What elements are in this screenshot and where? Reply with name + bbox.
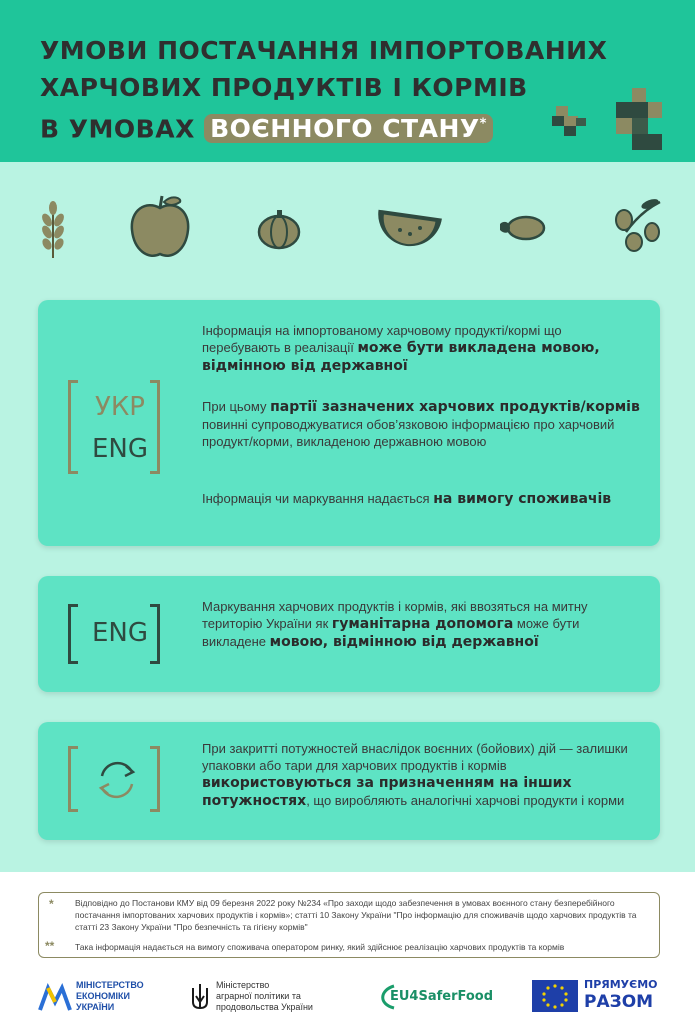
pumpkin-icon [256,206,302,250]
info-card-humanitarian [38,576,660,692]
eggplant-icon [496,212,548,244]
page-title [40,32,640,147]
apple-icon [128,194,192,260]
card1-paragraph-2: При цьому партії зазначених харчових продуктів/кормів повинні супроводжуватися обов’язковою інформацією про харчовий продукт/корми, викладеною державною мовою [202,399,640,449]
logo-eu4saferfood [376,982,496,1014]
bracket-left [68,604,78,664]
title-line-3 [40,106,640,147]
food-icons-row [0,190,695,270]
wheat-icon [38,200,68,258]
camo-pattern-large-icon [616,88,662,150]
footnote-1-mark: * [49,897,54,911]
title-footnote-mark: * [479,117,487,132]
info-card-packaging [38,722,660,840]
lang-label-ukr: УКР [95,392,145,422]
eu-flag-icon [532,980,578,1012]
card2-paragraph: Маркування харчових продуктів і кормів, які ввозяться на митну територію України як гуманітарна допомога може бути викладене мовою, відмінною від державної [202,599,588,650]
card1-paragraph-1: Інформація на імпортованому харчовому продукті/кормі що перебувають в реалізації може бути викладена мовою, відмінною від державної [202,323,600,374]
title-line-2: ХАРЧОВИХ ПРОДУКТІВ І КОРМІВ [40,73,528,102]
lang-label-eng: ENG [91,434,149,464]
lang-label-eng: ENG [91,618,149,648]
logo-ministry-agrarian: Міністерство аграрної політики та продовольства України [190,978,340,1014]
bracket-right [150,746,160,812]
recycle-arrows-icon [94,758,140,802]
bracket-left [68,380,78,474]
card1-paragraph-3: Інформація чи маркування надається на вимогу споживачів [202,491,612,507]
bracket-left [68,746,78,812]
bracket-right [150,380,160,474]
ministry-economy-emblem-icon [38,982,72,1012]
olive-branch-icon [612,198,664,258]
footnote-1: Відповідно до Постанови КМУ від 09 березня 2022 року №234 «Про заходи щодо забезпечення в умовах воєнного стану безперебійного постачання імпортованих харчових продуктів і кормів»; статті 10 Закону України "Про інформацію для споживачів щодо харчових продуктів та статті 23 Закону України "Про безпечність та гігієну кормів" [75,898,637,932]
card3-paragraph: При закритті потужностей внаслідок воєнних (бойових) дій — залишки упаковки або тари для харчових продуктів і кормів використовуються за призначенням на інших потужностях, що виробляють аналогічні харчові продукти і корми [202,741,628,809]
trident-icon [190,982,210,1012]
footer [0,872,695,1024]
footnote-2: Така інформація надається на вимогу споживача оператором ринку, який здійснює реалізацію харчових продуктів та кормів [75,942,565,952]
title-highlight: ВОЄННОГО СТАНУ* [204,114,493,143]
footnote-2-mark: ** [45,939,55,953]
title-prefix: В УМОВАХ [40,114,195,144]
eu4saferfood-text: EU4SaferFood [390,989,494,1004]
header-banner [0,0,695,162]
bracket-right [150,604,160,664]
melon-slice-icon [374,204,442,254]
footnotes-box [38,892,660,958]
logo-eu-together: ПРЯМУЄМО РАЗОМ [532,978,662,1016]
title-line-1: УМОВИ ПОСТАЧАННЯ ІМПОРТОВАНИХ [40,36,608,65]
logo-ministry-economy: МІНІСТЕРСТВО ЕКОНОМІКИ УКРАЇНИ [38,978,168,1014]
info-card-language [38,300,660,546]
camo-pattern-small-icon [552,106,588,138]
